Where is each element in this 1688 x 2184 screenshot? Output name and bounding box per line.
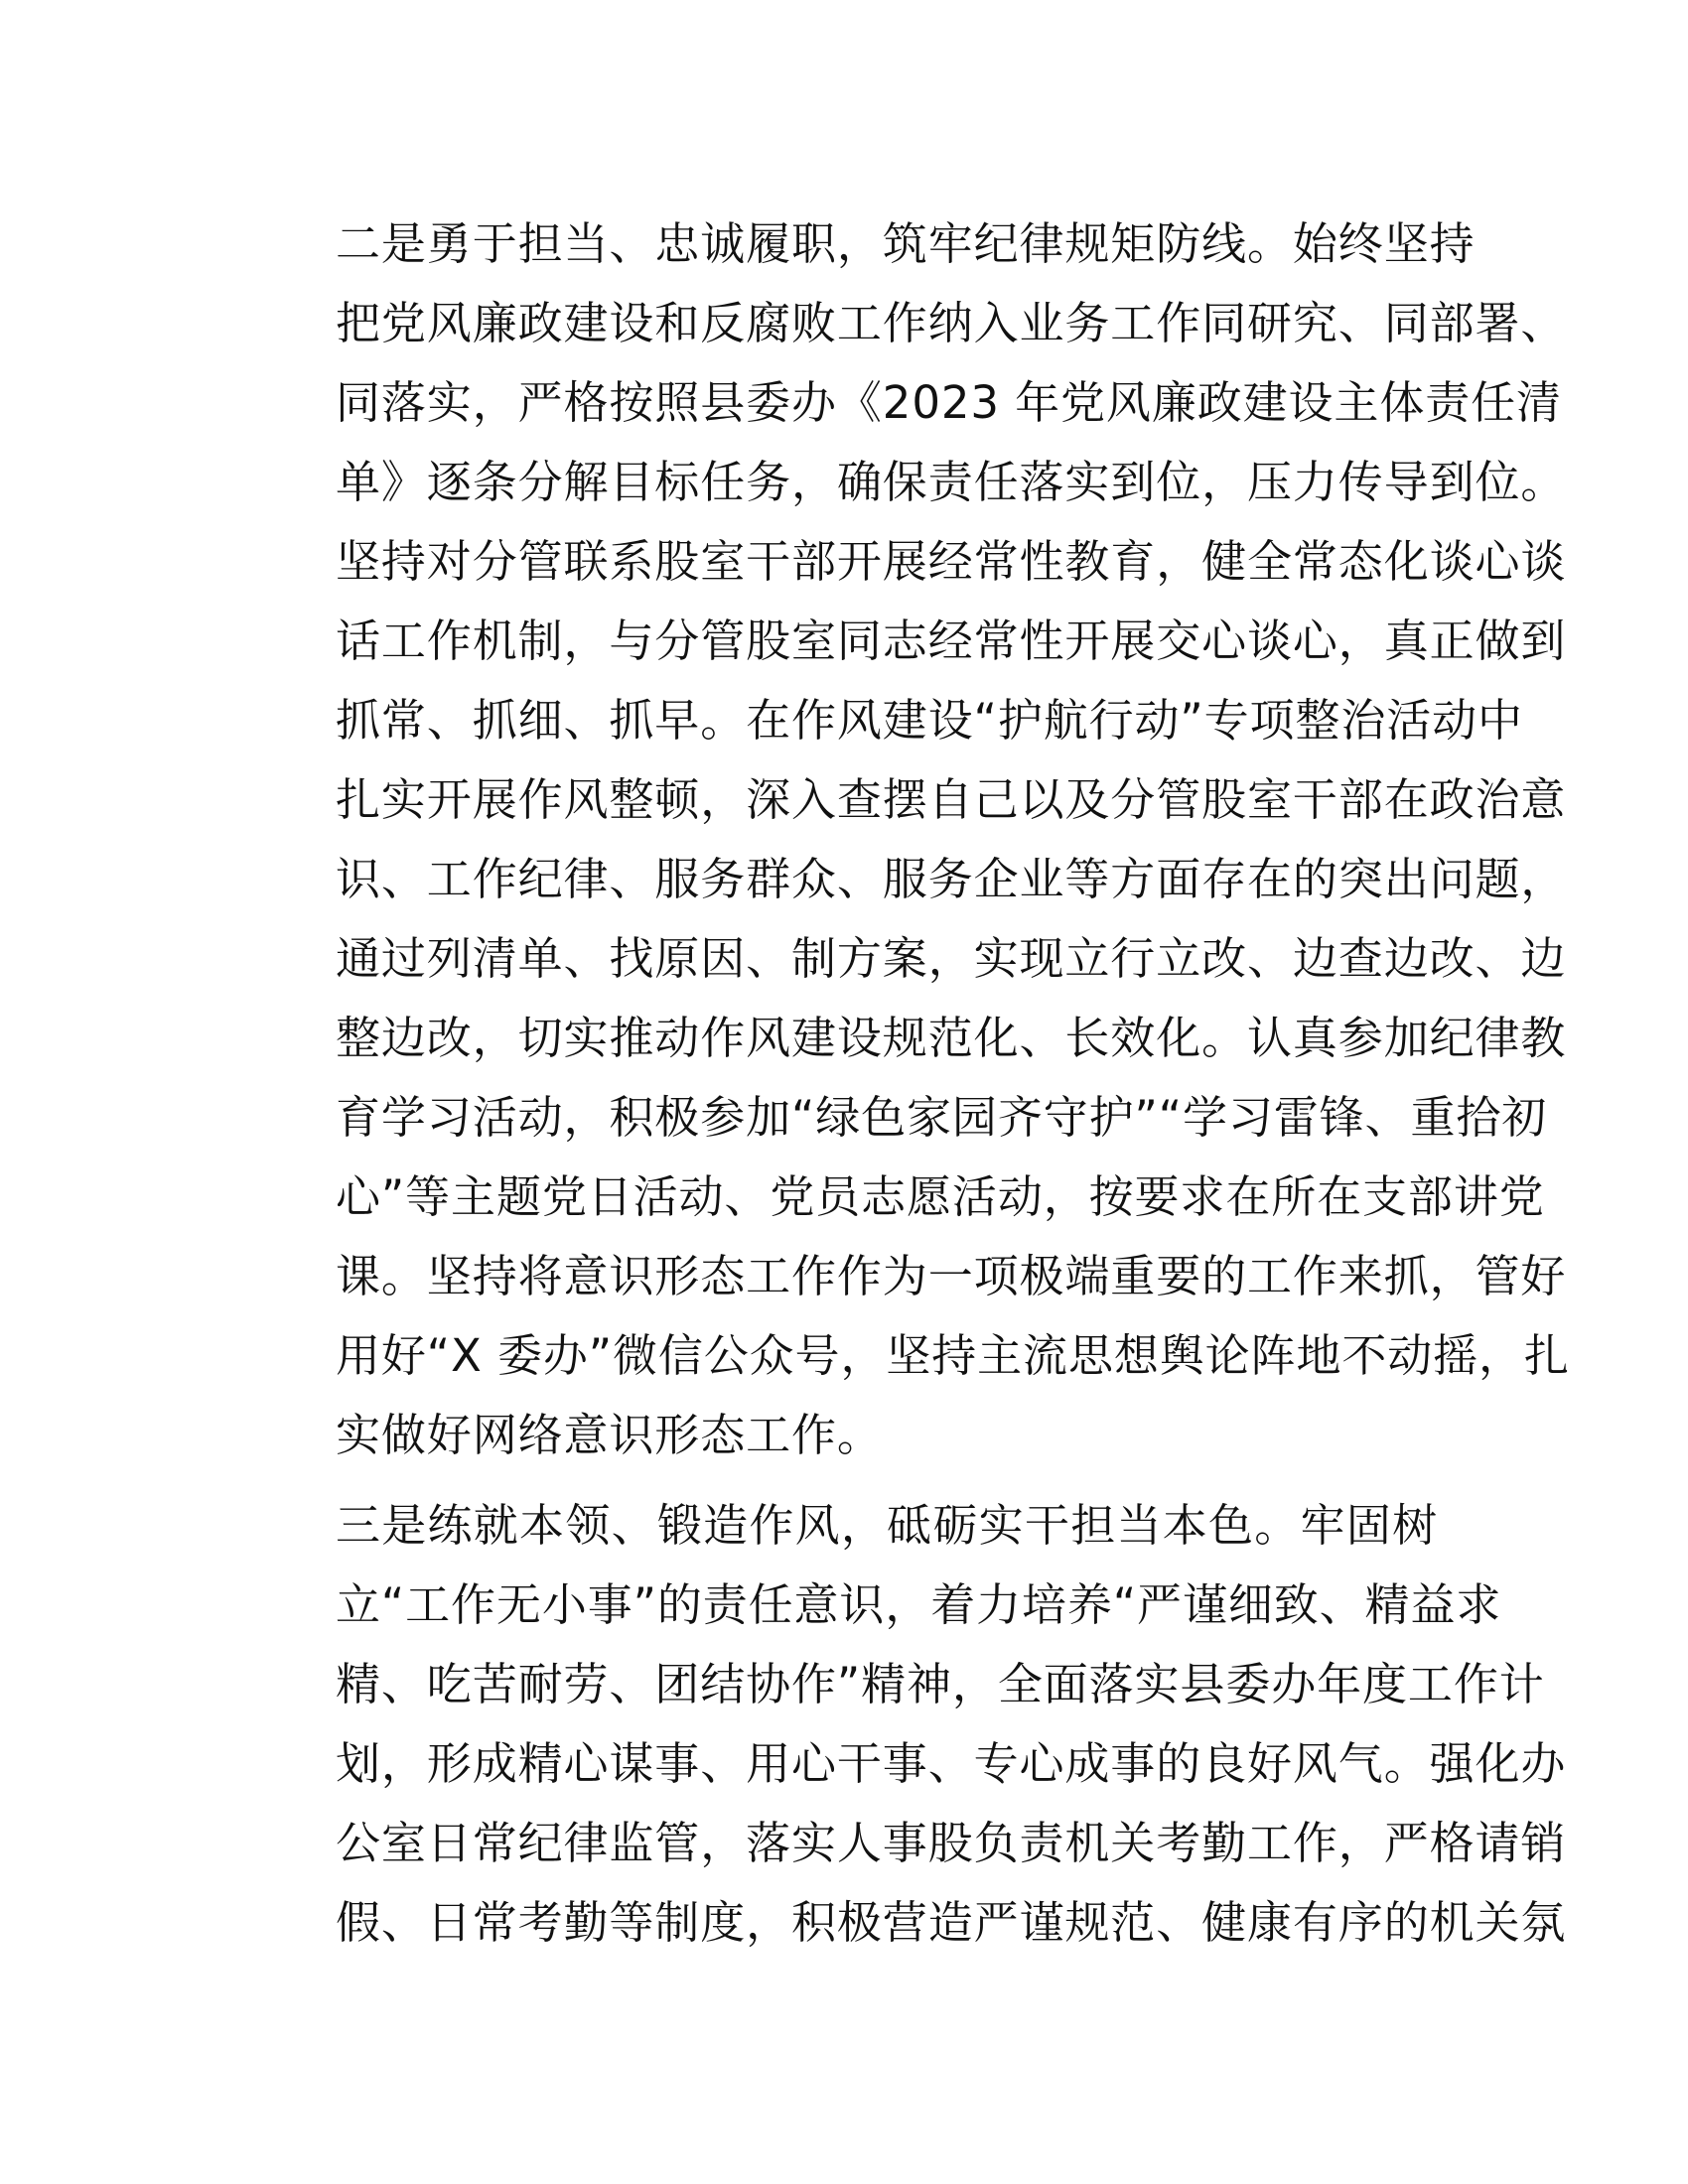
text-line: 立“工作无小事”的责任意识，着力培养“严谨细致、精益求 (336, 1578, 1502, 1631)
text-line: 育学习活动，积极参加“绿色家园齐守护”“学习雷锋、重拾初 (336, 1091, 1548, 1144)
text-line: 话工作机制，与分管股室同志经常性开展交心谈心，真正做到 (336, 614, 1567, 667)
document-body (246, 205, 1570, 1963)
text-line: 课。坚持将意识形态工作作为一项极端重要的工作来抓，管好 (336, 1250, 1567, 1302)
text-line: 三是练就本领、锻造作风，砥砺实干担当本色。牢固树 (336, 1499, 1438, 1552)
text-line: 公室日常纪律监管，落实人事股负责机关考勤工作，严格请销 (336, 1817, 1567, 1869)
text-line: 用好“X 委办”微信公众号，坚持主流思想舆论阵地不动摇，扎 (336, 1329, 1570, 1382)
text-line: 精、吃苦耐劳、团结协作”精神，全面落实县委办年度工作计 (336, 1658, 1545, 1710)
text-line: 单》逐条分解目标任务，确保责任落实到位，压力传导到位。 (336, 456, 1567, 508)
text-line: 通过列清单、找原因、制方案，实现立行立改、边查边改、边 (336, 932, 1567, 985)
text-line: 扎实开展作风整顿，深入查摆自己以及分管股室干部在政治意 (336, 773, 1567, 826)
paragraph-capability (246, 1486, 1567, 1963)
text-line: 心”等主题党日活动、党员志愿活动，按要求在所在支部讲党 (336, 1170, 1545, 1223)
text-line: 二是勇于担当、忠诚履职，筑牢纪律规矩防线。始终坚持 (336, 217, 1476, 270)
text-line: 坚持对分管联系股室干部开展经常性教育，健全常态化谈心谈 (336, 535, 1567, 588)
text-line: 假、日常考勤等制度，积极营造严谨规范、健康有序的机关氛 (336, 1896, 1567, 1949)
text-line: 整边改，切实推动作风建设规范化、长效化。认真参加纪律教 (336, 1012, 1567, 1064)
text-line: 抓常、抓细、抓早。在作风建设“护航行动”专项整治活动中 (336, 694, 1523, 747)
text-line: 识、工作纪律、服务群众、服务企业等方面存在的突出问题， (336, 853, 1567, 905)
paragraph-discipline (246, 205, 1570, 1475)
text-line: 同落实，严格按照县委办《2023 年党风廉政建设主体责任清 (336, 376, 1562, 429)
text-line: 把党风廉政建设和反腐败工作纳入业务工作同研究、同部署、 (336, 297, 1567, 349)
text-line: 实做好网络意识形态工作。 (336, 1409, 883, 1461)
text-line: 划，形成精心谋事、用心干事、专心成事的良好风气。强化办 (336, 1737, 1567, 1790)
